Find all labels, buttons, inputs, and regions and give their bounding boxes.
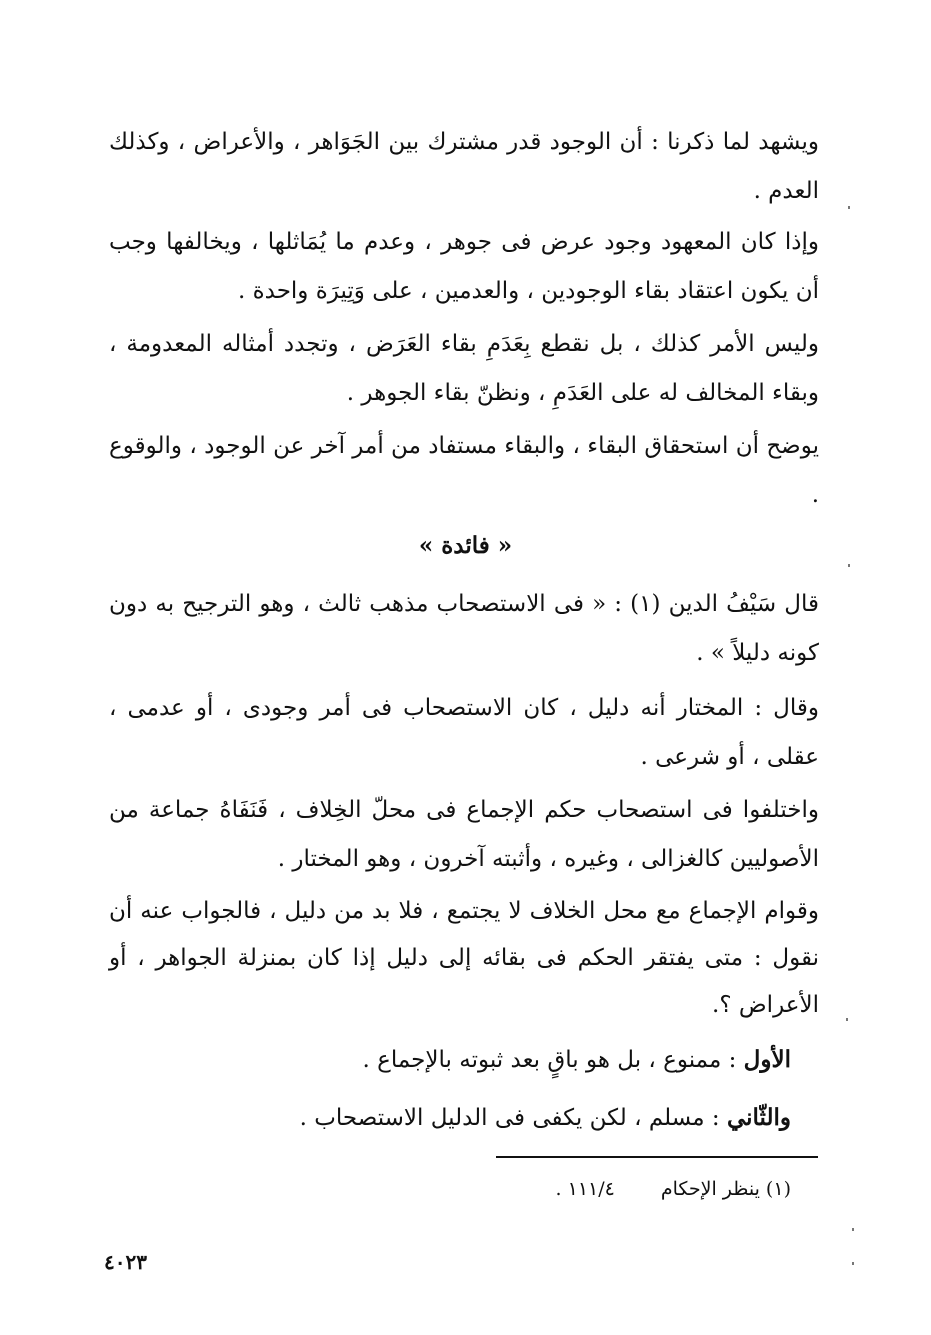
margin-mark <box>846 1018 848 1021</box>
margin-mark <box>848 564 850 567</box>
footnote-divider <box>496 1156 818 1158</box>
footnote-label: (١) ينظر الإحكام <box>660 1178 791 1200</box>
margin-mark <box>848 206 850 209</box>
paragraph-2: وإذا كان المعهود وجود عرض فى جوهر ، وعدم ما يُمَاثلها ، ويخالفها وجب أن يكون اعتقاد بقاء الوجودين ، والعدمين ، على وَتِيرَة واحدة . <box>109 229 819 304</box>
paragraph-7: واختلفوا فى استصحاب حكم الإجماع فى محلّ الخِلاف ، فَنَفَاهُ جماعة من الأصوليين كالغزالى ، وغيره ، وأثبته آخرون ، وهو المختار . <box>109 797 819 872</box>
point-first-text: : ممنوع ، بل هو باقٍ بعد ثبوته بالإجماع . <box>362 1047 744 1073</box>
paragraph-1: ويشهد لما ذكرنا : أن الوجود قدر مشترك بين الجَوَاهر ، والأعراض ، وكذلك العدم . <box>109 129 819 204</box>
point-first-lead: الأول <box>743 1046 791 1073</box>
paragraph-4: يوضح أن استحقاق البقاء ، والبقاء مستفاد من أمر آخر عن الوجود ، والوقوع . <box>109 433 819 508</box>
paragraph-3: وليس الأمر كذلك ، بل نقطع بِعَدَمِ بقاء العَرَض ، وتجدد أمثاله المعدومة ، وبقاء المخالف له على العَدَمِ ، ونظنّ بقاء الجوهر . <box>109 331 819 406</box>
section-heading: « فائدة » <box>418 532 513 559</box>
page-number: ٤٠٢٣ <box>104 1250 147 1274</box>
paragraph-8: وقوام الإجماع مع محل الخلاف لا يجتمع ، فلا بد من دليل ، فالجواب عنه أن نقول : متى يفتقر الحكم فى بقائه إلى دليل إذا كان بمنزلة الجواهر ، أو الأعراض ؟. <box>109 898 819 1018</box>
point-second <box>131 1098 791 1138</box>
margin-mark <box>852 1262 854 1265</box>
paragraph-5: قال سَيْفُ الدين (١) : « فى الاستصحاب مذهب ثالث ، وهو الترجيح به دون كونه دليلاً » . <box>109 591 819 666</box>
paragraph-6: وقال : المختار أنه دليل ، كان الاستصحاب فى أمر وجودى ، أو عدمى ، عقلى ، أو شرعى . <box>109 695 819 770</box>
margin-mark <box>852 1228 854 1231</box>
point-first <box>131 1040 791 1080</box>
point-second-lead: والثّاني <box>726 1104 791 1131</box>
footnote-reference: ١١١/٤ . <box>555 1178 615 1200</box>
footnote <box>191 1174 791 1204</box>
point-second-text: : مسلم ، لكن يكفى فى الدليل الاستصحاب . <box>299 1105 727 1131</box>
